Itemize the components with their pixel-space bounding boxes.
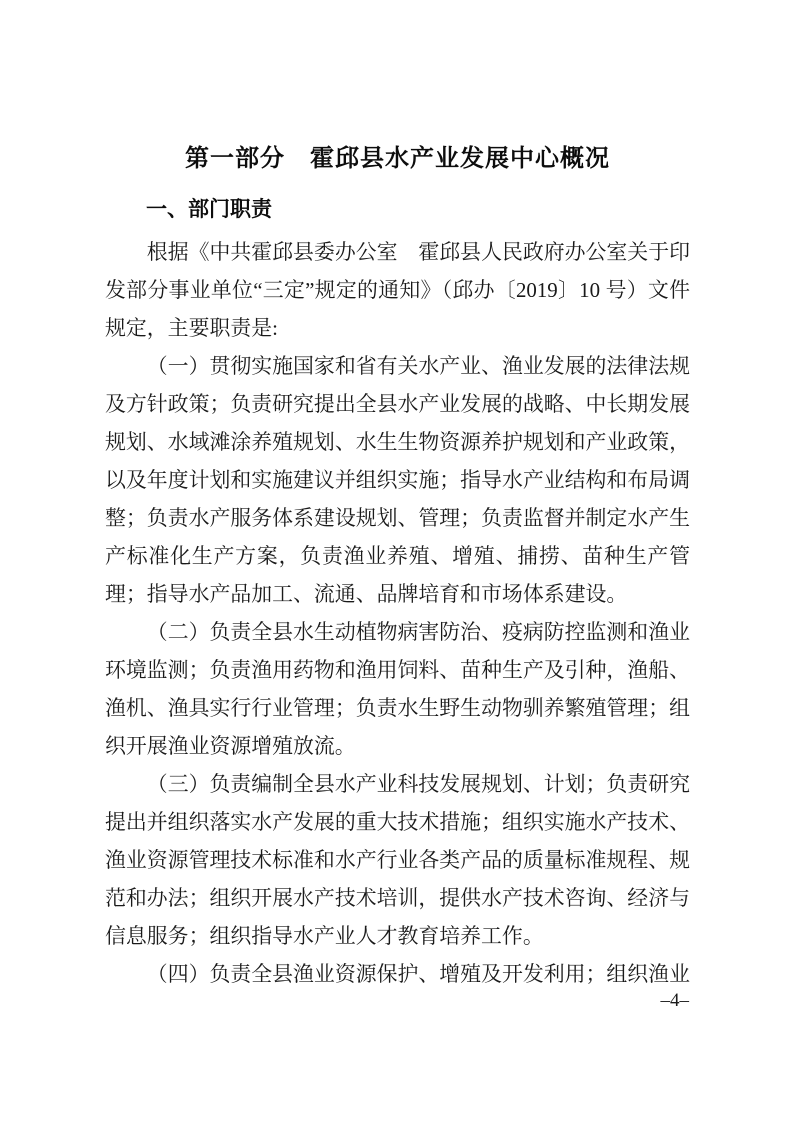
document-title: 第一部分 霍邱县水产业发展中心概况 xyxy=(185,145,610,172)
paragraph-duty-3: （三）负责编制全县水产业科技发展规划、计划；负责研究提出并组织落实水产发展的重大技术措施；组织实施水产技术、渔业资源管理技术标准和水产行业各类产品的质量标准规程、规范和办法；组织开展水产技术培训，提供水产技术咨询、经济与信息服务；组织指导水产业人才教育培养工作。 xyxy=(105,772,690,948)
page-number: –4– xyxy=(660,990,689,1011)
paragraph-duty-4: （四）负责全县渔业资源保护、增殖及开发利用；组织渔业 xyxy=(146,962,690,986)
paragraph-intro: 根据《中共霍邱县委办公室 霍邱县人民政府办公室关于印发部分事业单位“三定”规定的通知》（邱办〔2019〕10 号）文件规定，主要职责是: xyxy=(105,240,690,340)
paragraph-duty-2: （二）负责全县水生动植物病害防治、疫病防控监测和渔业环境监测；负责渔用药物和渔用饲料、苗种生产及引种，渔船、渔机、渔具实行行业管理；负责水生野生动物驯养繁殖管理；组织开展渔业资源增殖放流。 xyxy=(105,620,690,758)
document-body xyxy=(105,233,690,993)
paragraph-duty-1: （一）贯彻实施国家和省有关水产业、渔业发展的法律法规及方针政策；负责研究提出全县水产业发展的战略、中长期发展规划、水域滩涂养殖规划、水生生物资源养护规划和产业政策，以及年度计划和实施建议并组织实施；指导水产业结构和布局调整；负责水产服务体系建设规划、管理；负责监督并制定水产生产标准化生产方案，负责渔业养殖、增殖、捕捞、苗种生产管理；指导水产品加工、流通、品牌培育和市场体系建设。 xyxy=(105,354,690,606)
section-heading-department-duties: 一、部门职责 xyxy=(146,198,272,221)
